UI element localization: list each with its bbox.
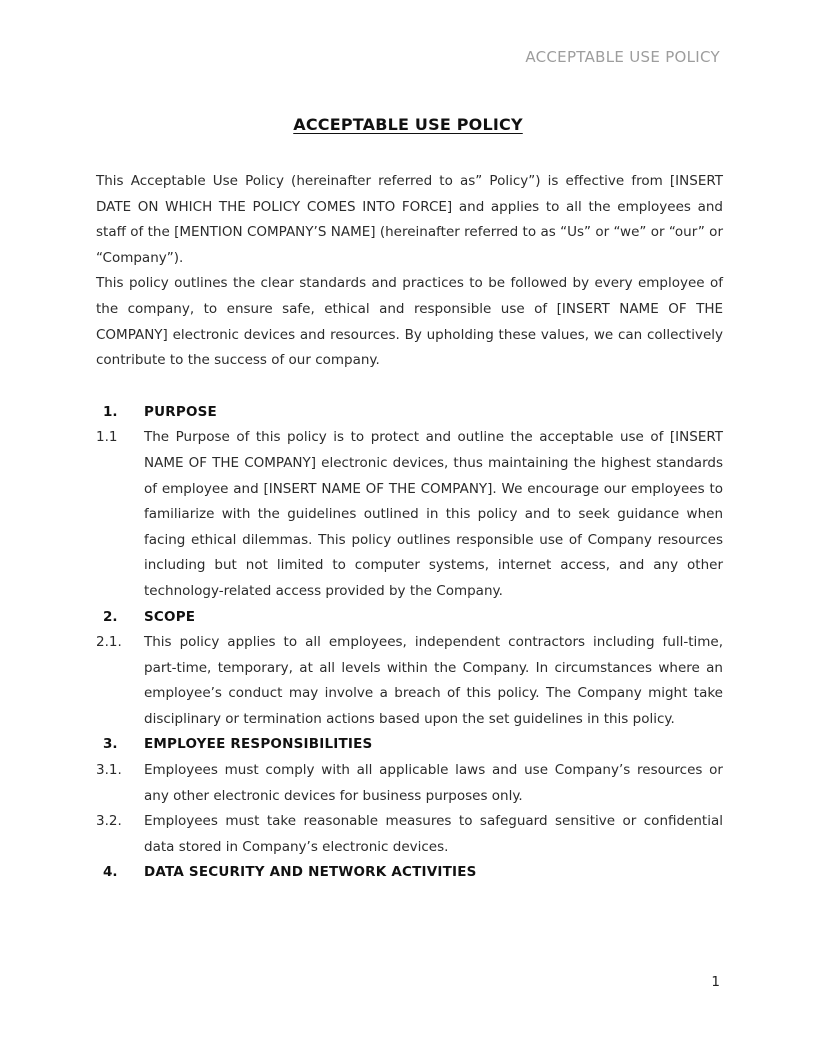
section-heading-purpose (96, 400, 723, 426)
document-title: ACCEPTABLE USE POLICY (293, 115, 523, 134)
list-item-number: 3.2. (96, 813, 122, 830)
section-heading-label: DATA SECURITY AND NETWORK ACTIVITIES (144, 864, 477, 881)
section-number: 4. (103, 864, 118, 881)
section-heading-employee-responsibilities (96, 732, 723, 758)
list-item-text: This policy applies to all employees, independent contractors including full-time, part-time, temporary, at all levels within the Company. In circumstances where an employee’s conduct may involve a breach of this policy. The Company might take disciplinary or termination actions based upon the set guidelines in this policy. (144, 634, 723, 727)
page-number: 1 (711, 974, 720, 990)
list-item-number: 2.1. (96, 634, 122, 651)
section-heading-label: SCOPE (144, 608, 196, 625)
running-header: ACCEPTABLE USE POLICY (525, 48, 720, 66)
list-item-number: 1.1 (96, 429, 118, 446)
list-item (96, 758, 723, 809)
intro-paragraph: This Acceptable Use Policy (hereinafter referred to as” Policy”) is effective from [INSERT DATE ON WHICH THE POLICY COMES INTO FORCE] and applies to all the employees and staff of the [MENTION COMPANY’S NAME] (hereinafter referred to as “Us” or “we” or “our” or “Company”). (96, 173, 723, 266)
list-item-text: Employees must comply with all applicable laws and use Company’s resources or any other electronic devices for business purposes only. (144, 762, 723, 804)
section-number: 3. (103, 736, 118, 753)
list-item (96, 809, 723, 860)
section-heading-scope (96, 605, 723, 631)
section-number: 2. (103, 608, 118, 625)
list-item-number: 3.1. (96, 762, 122, 779)
section-heading-label: PURPOSE (144, 403, 217, 420)
list-item-text: Employees must take reasonable measures to safeguard sensitive or confidential data stored in Company’s electronic devices. (144, 813, 723, 855)
section-heading-label: EMPLOYEE RESPONSIBILITIES (144, 736, 373, 753)
policy-sections (96, 400, 723, 886)
list-item (96, 425, 723, 604)
list-item (96, 630, 723, 732)
section-number: 1. (103, 403, 118, 420)
intro-paragraph: This policy outlines the clear standards and practices to be followed by every employee of the company, to ensure safe, ethical and responsible use of [INSERT NAME OF THE COMPANY] electronic devices and resources. By upholding these values, we can collectively contribute to the success of our company. (96, 275, 723, 369)
document-body (96, 169, 723, 886)
list-item-text: The Purpose of this policy is to protect and outline the acceptable use of [INSERT NAME OF THE COMPANY] electronic devices, thus maintaining the highest standards of employee and [INSERT NAME OF THE COMPANY]. We encourage our employees to familiarize with the guidelines outlined in this policy and to seek guidance when facing ethical dilemmas. This policy outlines responsible use of Company resources including but not limited to computer systems, internet access, and any other technology-related access provided by the Company. (144, 429, 723, 599)
section-heading-data-security (96, 860, 723, 886)
